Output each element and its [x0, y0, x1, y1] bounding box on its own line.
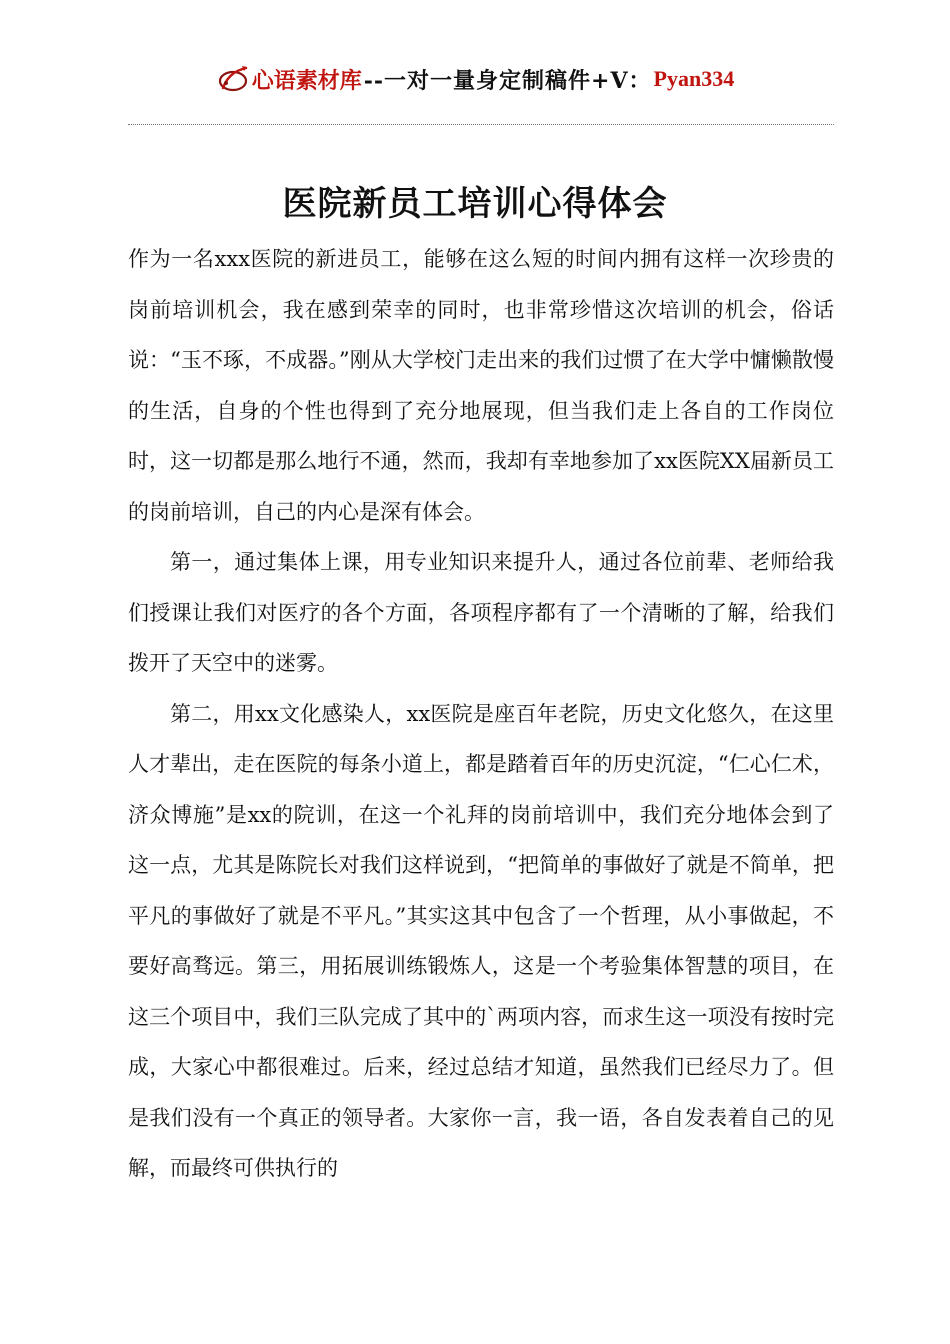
header-line [216, 62, 734, 96]
page-header [0, 62, 950, 102]
paragraph-second-point: 第二，用xx文化感染人，xx医院是座百年老院，历史文化悠久，在这里人才辈出，走在医院的每条小道上，都是踏着百年的历史沉淀，“仁心仁术，济众博施”是xx的院训，在这一个礼拜的岗前培训中，我们充分地体会到了这一点，尤其是陈院长对我们这样说到，“把简单的事做好了就是不简单，把平凡的事做好了就是不平凡。”其实这其中包含了一个哲理，从小事做起，不要好高骛远。第三，用拓展训练锻炼人，这是一个考验集体智慧的项目，在这三个项目中，我们三队完成了其中的`两项内容，而求生这一项没有按时完成，大家心中都很难过。后来，经过总结才知道，虽然我们已经尽力了。但是我们没有一个真正的领导者。大家你一言，我一语，各自发表着自己的见解，而最终可供执行的 [128, 701, 834, 1180]
document-body [128, 234, 834, 1194]
header-divider [128, 124, 834, 125]
brand-name: 心语素材库 [251, 67, 362, 94]
paragraph-first-point: 第一，通过集体上课，用专业知识来提升人，通过各位前辈、老师给我们授课让我们对医疗的各个方面，各项程序都有了一个清晰的了解，给我们拨开了天空中的迷雾。 [128, 550, 834, 675]
paragraph-intro: 作为一名xxx医院的新进员工，能够在这么短的时间内拥有这样一次珍贵的岗前培训机会，我在感到荣幸的同时，也非常珍惜这次培训的机会，俗话说：“玉不琢，不成器。”刚从大学校门走出来的我们过惯了在大学中慵懒散慢的生活，自身的个性也得到了充分地展现，但当我们走上各自的工作岗位时，这一切都是那么地行不通，然而，我却有幸地参加了xx医院XX届新员工的岗前培训，自己的内心是深有体会。 [128, 247, 834, 524]
header-tagline: --一对一量身定制稿件+V： [363, 67, 652, 94]
document-title: 医院新员工培训心得体会 [282, 184, 668, 224]
pen-swirl-logo-icon [216, 62, 250, 96]
contact-id: Pyan334 [653, 66, 735, 91]
